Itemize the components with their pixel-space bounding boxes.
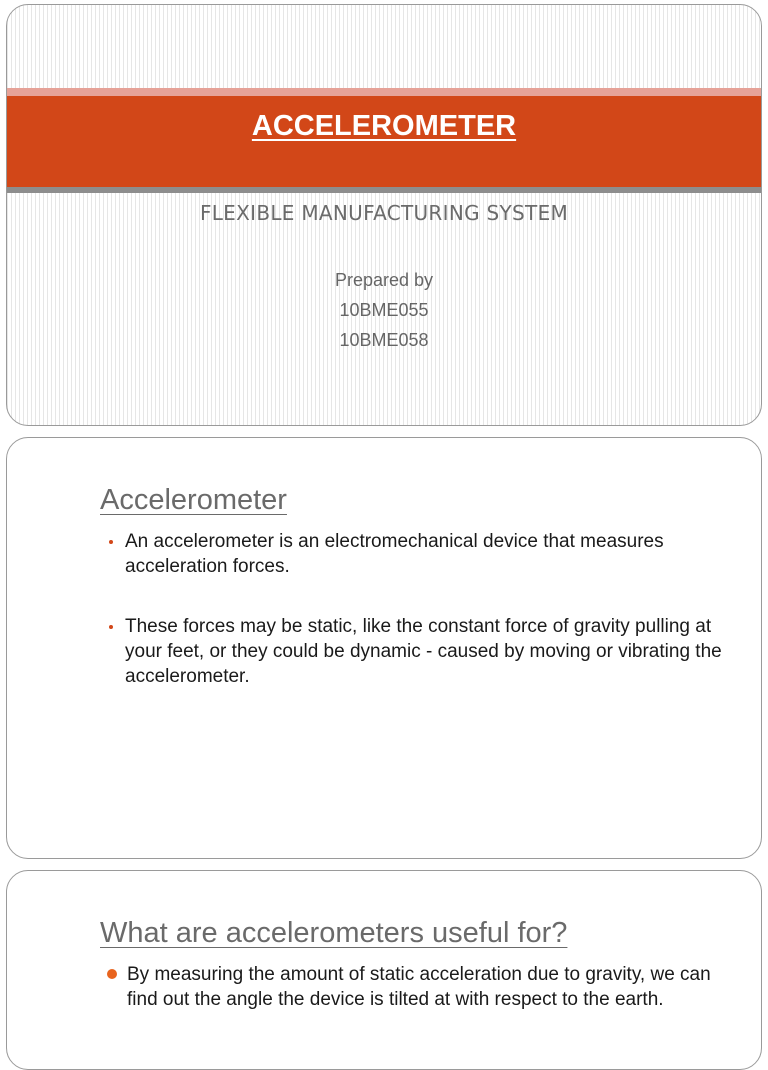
title-band-bottom-accent [7, 187, 761, 193]
content-slide [6, 437, 762, 859]
slide-subtitle: FLEXIBLE MANUFACTURING SYSTEM [199, 201, 569, 225]
title-slide [6, 4, 762, 426]
bullet-item [105, 529, 745, 579]
bullet-dot-icon [107, 969, 117, 979]
bullet-dot-icon [109, 625, 113, 629]
slide-heading: Accelerometer [100, 484, 287, 516]
bullet-item [107, 962, 737, 1012]
author-id: 10BME058 [339, 330, 429, 350]
title-band-top-accent [7, 88, 761, 96]
slide-title: ACCELEROMETER [251, 110, 517, 142]
prepared-by-label: Prepared by [334, 270, 434, 290]
bullet-dot-icon [109, 540, 113, 544]
author-id: 10BME055 [339, 300, 429, 320]
prepared-by-block [7, 265, 761, 355]
slide-heading: What are accelerometers useful for? [100, 917, 568, 949]
bullet-text: These forces may be static, like the constant force of gravity pulling at your feet, or they could be dynamic - caused by moving or vibrating the accelerometer. [125, 616, 722, 687]
content-slide [6, 870, 762, 1070]
bullet-text: By measuring the amount of static acceleration due to gravity, we can find out the angle the device is tilted at with respect to the earth. [127, 964, 711, 1010]
bullet-list [107, 962, 737, 1012]
bullet-list [105, 529, 745, 689]
bullet-text: An accelerometer is an electromechanical device that measures acceleration forces. [125, 531, 664, 577]
bullet-item [105, 614, 745, 689]
